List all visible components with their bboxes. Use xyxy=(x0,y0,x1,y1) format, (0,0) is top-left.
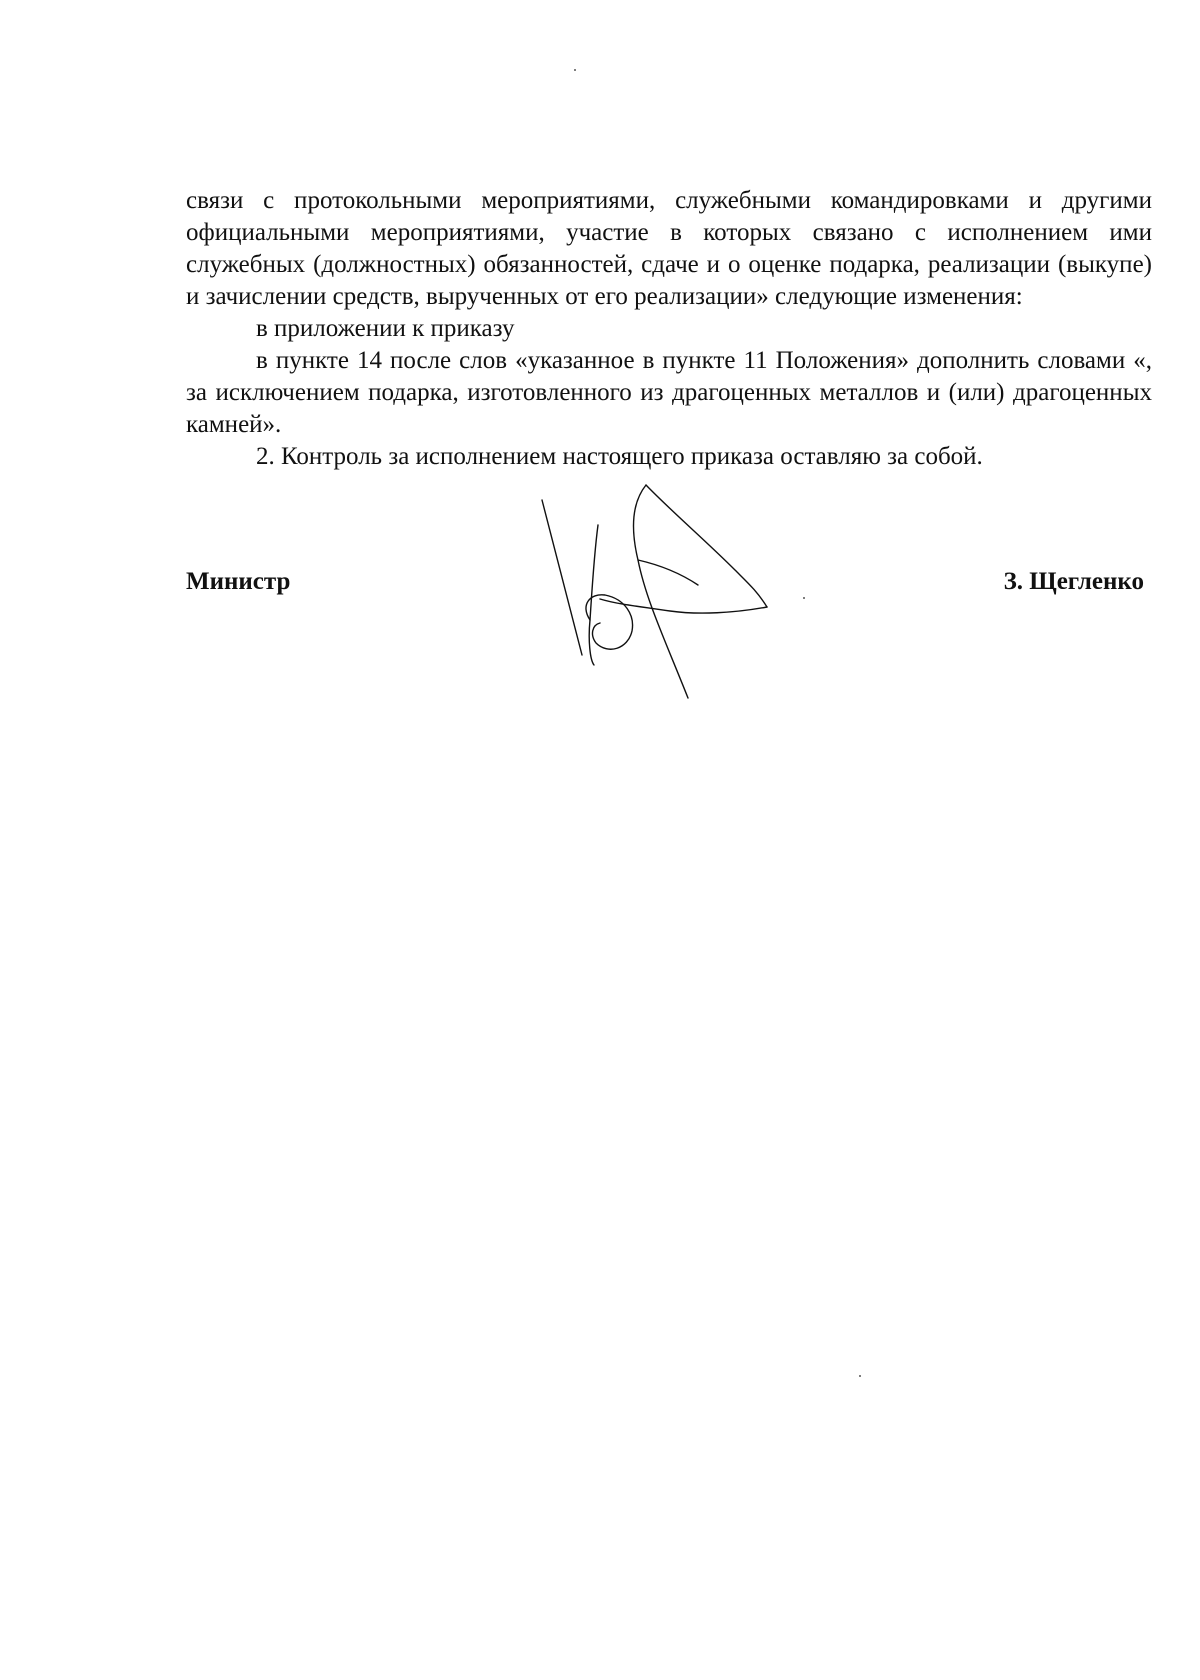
paragraph-appendix: в приложении к приказу xyxy=(256,315,515,342)
scan-speck xyxy=(574,69,576,71)
scan-speck xyxy=(859,1375,861,1377)
handwritten-signature xyxy=(520,465,790,705)
paragraph-control: 2. Контроль за исполнением настоящего приказа оставляю за собой. xyxy=(256,443,983,470)
paragraph-point-14: в пункте 14 после слов «указанное в пункте 11 Положения» дополнить словами «, за исключением подарка, изготовленного из драгоценных металлов и (или) драгоценных камней». xyxy=(186,347,1152,438)
document-body xyxy=(186,185,1152,473)
paragraph-changes-intro: связи с протокольными мероприятиями, служебными командировками и другими официальными мероприятиями, участие в которых связано с исполнением ими служебных (должностных) обязанностей, сдаче и о оценке подарка, реализации (выкупе) и зачислении средств, вырученных от его реализации» следующие изменения: xyxy=(186,187,1152,310)
signer-title: Министр xyxy=(186,568,291,595)
signer-name: З. Щегленко xyxy=(1003,568,1144,595)
